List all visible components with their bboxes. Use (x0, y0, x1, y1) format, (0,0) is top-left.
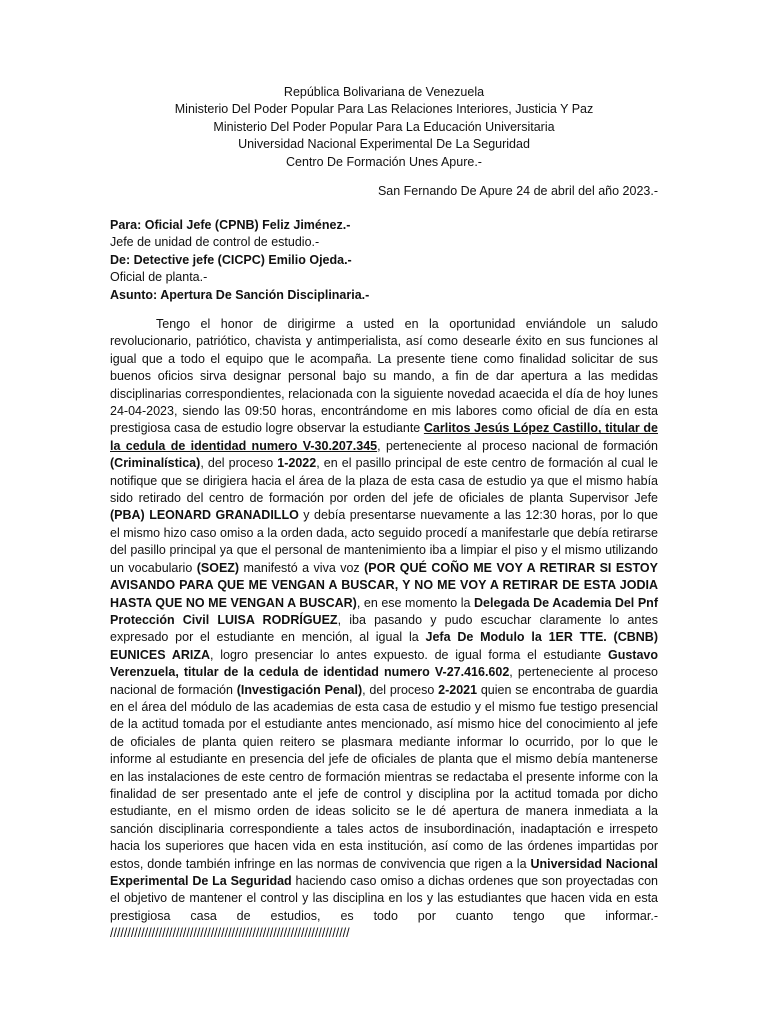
addressee-to: Para: Oficial Jefe (CPNB) Feliz Jiménez.- (110, 218, 351, 232)
body-text: , en el pasillo principal de este centro de formación al cual le notifique que se dirigiera hacia el área de la plaza de esta casa de estudio ya que el mismo había sido retirado del centro de formación por orden del jefe de oficiales de planta Supervisor Jefe (110, 456, 659, 506)
body-text: manifestó a viva voz (239, 560, 365, 575)
body-text: , del proceso (362, 682, 439, 697)
body-text: , del proceso (200, 456, 278, 471)
delegate-name: Delegada De Academia Del Pnf Protección Civil LUISA RODRÍGUEZ (110, 595, 658, 627)
university-name: Universidad Nacional Experimental De La Seguridad (110, 856, 659, 888)
letterhead-university: Universidad Nacional Experimental De La Seguridad (238, 137, 530, 152)
program-name: (Criminalística) (110, 456, 201, 471)
letterhead-center: Centro De Formación Unes Apure.- (286, 154, 482, 169)
letterhead-ministry-education: Ministerio Del Poder Popular Para La Educación Universitaria (213, 119, 555, 134)
body-text: , perteneciente al proceso nacional de formación (377, 438, 658, 453)
body-text: Tengo el honor de dirigirme a usted en la oportunidad enviándole un saludo revolucionario, patriótico, chavista y antimperialista, así como desearle éxito en sus funciones al igual que a todo el equipo que le acompaña. La presente tiene como finalidad solicitar de sus buenos oficios sirva designar personal bajo su mando, a fin de dar apertura a las medidas disciplinarias correspondientes, relacionada con la siguiente novedad acaecida el día de hoy lunes 24-04-2023, siendo las 09:50 horas, encontrándome en mis labores como oficial de día en esta prestigiosa casa de estudio logre observar la estudiante (110, 317, 658, 436)
vocabulary-note: (SOEZ) (196, 560, 240, 575)
witness-process: 2-2021 (438, 682, 478, 697)
addressee-to-role: Jefe de unidad de control de estudio.- (110, 235, 320, 250)
module-chief-name: Jefa De Modulo la 1ER TTE. (CBNB) EUNICES ARIZA (110, 630, 658, 662)
letterhead-ministry-interior: Ministerio Del Poder Popular Para Las Relaciones Interiores, Justicia Y Paz (174, 102, 594, 117)
letterhead-country: República Bolivariana de Venezuela (283, 85, 485, 99)
quoted-statement: (POR QUÉ COÑO ME VOY A RETIRAR SI ESTOY AVISANDO PARA QUE ME VENGAN A BUSCAR, Y NO ME VOY A RETIRAR DE ESTA JODIA HASTA QUE NO ME VENGAN A BUSCAR) (110, 560, 658, 610)
body-text: , logro presenciar lo antes expuesto. de igual forma el estudiante (210, 647, 608, 662)
body-text: haciendo caso omiso a dichas ordenes que son proyectadas con el objetivo de mantener el control y las disciplina en los y las estudiantes que hacen vida en esta prestigiosa casa de estudios, es todo por cuanto tengo que informar.- ///////////////////////////////////////////////////////////////////// (110, 874, 659, 941)
witness-program: (Investigación Penal) (236, 682, 363, 697)
subject-line: Asunto: Apertura De Sanción Disciplinaria.- (110, 287, 370, 302)
body-text: y debía presentarse nuevamente a las 12:30 horas, por lo que el mismo hizo caso omiso a la orden dada, acto seguido procedí a manifestarle que debía retirarse del pasillo principal ya que el personal de mantenimiento iba a limpiar el piso y el mismo utilizando un vocabulario (110, 508, 658, 575)
supervisor-name: (PBA) LEONARD GRANADILLO (110, 508, 299, 523)
student-name-id: Carlitos Jesús López Castillo, titular de la cedula de identidad numero V-30.207.345 (110, 421, 658, 453)
body-text: , perteneciente al proceso nacional de formación (110, 665, 659, 697)
addressee-block (110, 217, 369, 304)
addressee-from: De: Detective jefe (CICPC) Emilio Ojeda.- (110, 252, 352, 267)
body-text: , en ese momento la (356, 595, 474, 610)
body-text: , iba pasando y pudo escuchar claramente lo antes expresado por el estudiante en mención, al igual la (110, 612, 658, 645)
process-number: 1-2022 (277, 456, 317, 471)
document-date: San Fernando De Apure 24 de abril del año 2023.- (377, 184, 658, 198)
addressee-from-role: Oficial de planta.- (110, 270, 208, 285)
body-paragraph (110, 316, 658, 943)
body-text: quien se encontraba de guardia en el área del módulo de las academias de esta casa de estudio y el mismo fue testigo presencial de la actitud tomada por el estudiante antes mencionado, así mismo hice del conocimiento al jefe de oficiales de planta quien reitero se plasmara mediante informar lo ocurrido, por lo que le informe al estudiante en presencia del jefe de oficiales de planta que el mismo debía mantenerse en las instalaciones de este centro de formación mientras se redactaba el presente informe con la finalidad de ser presentado ante el jefe de control y disciplina por la actitud tomada por dicho estudiante, en el mismo orden de ideas solicito se le dé apertura de manera inmediata a la sanción disciplinaria correspondiente a tales actos de insubordinación, inadaptación e irrespeto hacia los superiores que hacen vida en esta institución, así como de las órdenes impartidas por estos, donde también infringe en las normas de convivencia que rigen a la (110, 682, 658, 871)
witness-name-id: Gustavo Verenzuela, titular de la cedula de identidad numero V-27.416.602 (110, 647, 658, 680)
letterhead (100, 84, 668, 171)
